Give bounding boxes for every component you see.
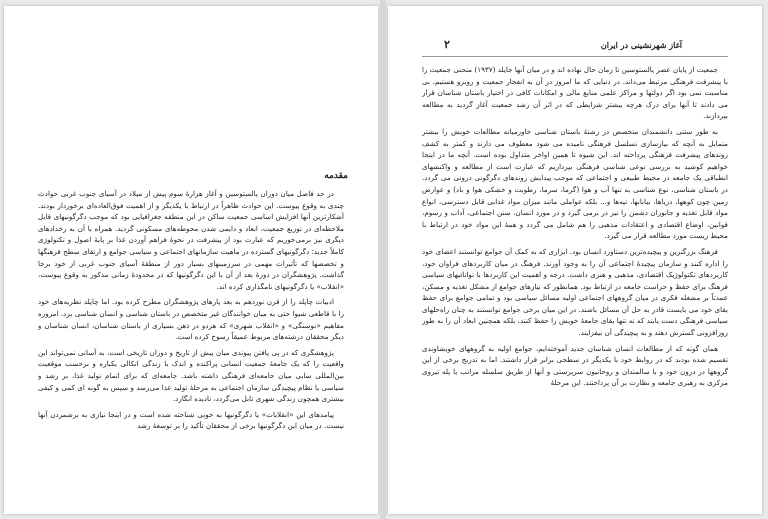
paragraph: پیامدهای این «انقلابات» یا دگرگونیها به خوبی شناخته شده است و در اینجا نیازی به برشمردن آنها نیست. در میان این دگرگونیها برخی از محققان تأکید را بر توسعهٔ رشد [38,409,344,431]
section-title: مقدمه [324,171,348,181]
paragraph: ادبیات چاپلد را از قرن نوزدهم به بعد پارهای پژوهشگران مطرح کرده بود. اما چاپلد نظریه‌های خود را با قاطعی شیوا حتی به میان خوانندگان غیر متخصص در باستان شناسی و انسان شناسی برد. امروزه مفاهیم «نوسنگی» و «انقلاب شهری» که هردو در ذهن بسیاری از باستان شناسان، انسان شناسان و دیگر محققان درشته‌های مربوط عمیقاً رسوخ کرده است. [38,297,344,342]
running-header [404,38,746,52]
page-number: ۲ [444,38,450,51]
header-rule [422,56,728,57]
paragraph: به طور سنتی دانشمندان متخصص در رشتهٔ باستان شناسی خاورمیانه مطالعات خویش را بیشتر متمایل به آنچه که بیازسازی تسلسل فرهنگی نامیده می شود معطوف می دارند و کمتر به کشف روندهای پیشرفت فرهنگی پرداخته اند. این شیوه تا همین اواخر متداول بوده است. آنچه ما در اینجا خواهیم کوشید به بررسی نوعی شناسی فرهنگی بپردازیم که عبارت است از مطالعه و واکنشهای انطباقی یک جامعه در محیط طبیعی و اجتماعی که موجب پیدایش روندهای دگرگونی درونی می گردد. در باستان شناسی، نوع شناسی به تنها آب و هوا (گرما، سرما، رطوبت و خشکی هوا و باد) و عوارض زمین چون کوهها، دریاها، بیابانها، تپه‌ها و... بلکه عواملی مانند میزان مواد غذایی قابل دسترسی، انواع مواد قابل تغذیه و جانوران دشمن را نیز در برمی گیرد و در مورد انسان، سنن اجتماعی، آداب و رسوم، قوانین، اوضاع اقتصادی و اعتقادات مذهبی را هم شامل می گردد و همهٔ این مواد خود در ارتباط با محیط زیست مورد مطالعه قرار می گیرد. [422,126,728,241]
book-gutter [380,0,386,519]
left-page [4,6,378,514]
left-page-body [38,188,344,508]
paragraph: پژوهشگری که در پی پافتن پیوندی میان پیش از تاریخ و دوران تاریخی است، به آسانی نمی‌تواند این واقعیت را که یک جامعهٔ جمعیت انسانی پراکنده و اندک با زندگی اتکالی یکباره و برحسب موقعیت بین‌المللی سایی میان جامعه‌ای فرهنگی داشته باشد. جامعه‌ای که برای اتمام تولید غذا، بر رشد و سیاسی با نظام پیچیدگی سازمان اجتماعی به مرحلهٔ تولید غذا می‌رسد و سپس به گونه ای کمی و کیفی بیشتری همچون زندگی شهری تابل می‌گردد، نادیده انگارد. [38,347,344,404]
paragraph: همان گونه که از مطالعات انسان شناسان جدید آموخته‌ایم، جوامع اولیه به گروههای خویشاوندی تقسیم شده بودند که در روابط خود با یکدیگر در سطحی برابر قرار داشتند. اما به تدریج برخی از این گروهها در درون خود و با سالمندان و روحانیون سرپرستی و آنها از طریق سلسله مراتب یا پله تیروی مرکزی به رهبری جامعه و نظارت بر آن پرداختند. این مرحلهٔ [422,343,728,388]
right-page [388,6,762,514]
paragraph: در حد فاصل میان دوران پالستوسین و آغاز هزارهٔ سوم پیش از میلاد در آسیای جنوب غربی حوادث چندی به وقوع پیوست. این حوادث ظاهراً در ارتباط با یکدیگر و از اهمیت فوق‌العاده‌ای برخوردار بودند. آشکارترین آنها افزایش اساسی جمعیت ساکن در این منطقه جغرافیایی بود که موجب دگرگونیهای قابل ملاحظه‌ای در توزیع جمعیت، ابعاد و دایمی شدن محوطه‌های مسکونی گردید. همراه با آن به رخدادهای دیگری نیز برمی‌خوریم که عبارت بود از پیشرفت در نحوهٔ فراهم آوردن غذا بر پایهٔ اصول و تکنولوژی کاملاً جدید؛ دگرگونیهای گسترده در ماهیت سازمانهای اجتماعی و سیاسی جوامع و ارتقای سطح فرهنگها و تخصصها که تأثیرات مهمی در سرزمینهای بسیار دور از منطقهٔ آسیای جنوب غربی از خود برجا گذاشت. پژوهشگران در دورهٔ بعد از آن با این دگرگونیها که در محدودهٔ زمانی مذکور به وقوع پیوست، «انقلاب» یا دگرگونیهای نامگذاری کرده اند. [38,189,344,291]
right-page-body [422,64,728,510]
running-title: آغاز شهرنشینی در ایران [600,40,682,50]
paragraph: فرهنگ بزرگترین و پیچیده‌ترین دستاورد انسان بود. ابزاری که به کمک آن جوامع توانستند اعضای خود را اداره کنند و سازمان پیچیدهٔ اجتماعی آن را به وجود آورند. فرهنگ در میان کاربردهای فراوان خود، کاربردهای تکنولوژیک اقتصادی، مذهبی و هنری داشت. درجه و اهمیت این کاربردها با توانائیهای سیاسی فرهنگ برای حفظ و حراست جامعه در ارتباط بود. همانطور که نیازهای جوامع از مشکل تغذیه و مسکن، عمدتاً بر مشغله فکری در میان گروههای اجتماعی اولیه مسائل سیاسی بود و تمامی جوامع برای حفظ بقای خود می بایست قادر به حل آن مسائل باشند. در این میان برخی جوامع توانستند به چنان راه‌حلهای سیاسی فرهنگی دست یابند که نه تنها بقای جامعهٔ خویش را حفظ کنند، بلکه همچنین ابعاد آن را به طور روزافزونی گسترش دهند و به پیچیدگی آن بیفزایند. [422,246,728,338]
paragraph: جمعیت از پایان عصر پالستوسین تا زمان حال نهاده اند و در میان آنها جایلد (۱۹۳۷) منحنی جمعیت را با پیشرفت فرهنگی مرتبط می‌داند. در دنیایی که ما امروز در آن به انفجار جمعیت و روبرو هستیم، بی مناسبت نمی بود اگر دولتها و مراکز علمی منابع مالی و امکانات کافی در اختیار باستان شناسان قرار می دادند تا آنها برای درک هرچه بیشتر شرایطی که در اثر آن رشد جمعیت آغاز گردید به مطالعه بپردازند. [422,65,728,121]
